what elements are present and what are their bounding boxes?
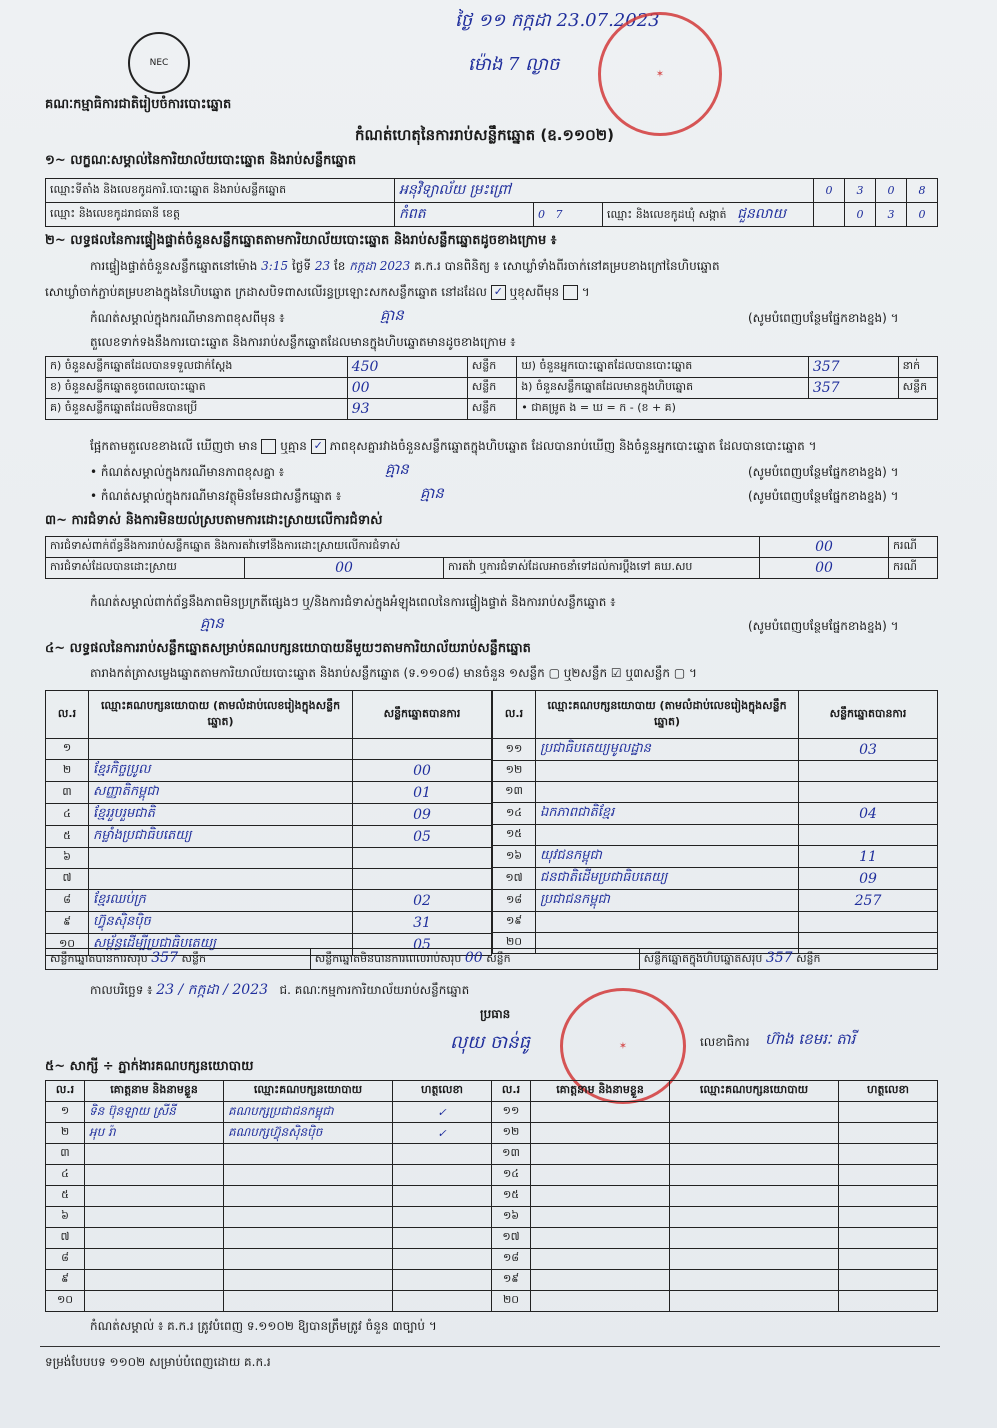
witness-no: ៨ <box>46 1249 85 1270</box>
result-row <box>493 912 938 933</box>
result-votes <box>353 869 492 890</box>
witness-name <box>531 1228 670 1249</box>
result-votes: 05 <box>353 934 492 956</box>
has-discrepancy-checkbox[interactable] <box>261 439 276 454</box>
witness-name <box>85 1270 224 1291</box>
witness-signature <box>393 1186 492 1207</box>
witness-no: ១៧ <box>492 1228 531 1249</box>
result-row <box>46 804 492 826</box>
section1-table <box>45 178 938 227</box>
witness-signature <box>393 1291 492 1312</box>
witness-no: ១០ <box>46 1291 85 1312</box>
result-row <box>46 760 492 782</box>
note-diff-hint: (សូមបំពេញបន្ថែមផ្នែកខាងខ្នង) ។ <box>748 311 899 325</box>
no-discrepancy-checkbox[interactable]: ✓ <box>311 439 326 454</box>
result-row <box>493 739 938 761</box>
result-no: ១៧ <box>493 868 536 890</box>
result-party: ប្រជាជនកម្ពុជា <box>536 890 799 912</box>
same-checkbox[interactable]: ✓ <box>491 285 506 300</box>
totals-table <box>45 948 938 970</box>
witness-row <box>46 1291 938 1312</box>
result-no: ៩ <box>46 912 89 934</box>
witness-name <box>531 1102 670 1123</box>
witness-party: គណបក្សប្រជាជនកម្ពុជា <box>224 1102 393 1123</box>
result-party <box>536 825 799 846</box>
result-no: ២០ <box>493 933 536 954</box>
witness-name <box>531 1207 670 1228</box>
witness-party <box>670 1123 839 1144</box>
commune-code-3: 0 <box>907 203 938 227</box>
result-votes <box>799 782 938 803</box>
witness-row <box>46 1144 938 1165</box>
witness-row <box>46 1123 938 1144</box>
witness-row <box>46 1249 938 1270</box>
witness-no: ៥ <box>46 1186 85 1207</box>
appeal-value: 00 <box>760 558 889 579</box>
result-votes: 02 <box>353 890 492 912</box>
witness-party: គណបក្សហ៊្វុនស៊ិនប៉ិច <box>224 1123 393 1144</box>
result-votes: 31 <box>353 912 492 934</box>
note-diff-label: កំណត់សម្គាល់ក្នុងករណីមានភាពខុសពីមុន ៖ <box>90 311 285 325</box>
witness-party <box>224 1291 393 1312</box>
witness-name: ទិន ប៊ុនឡាយ ស្រីនី <box>85 1102 224 1123</box>
witness-signature: ✓ <box>393 1102 492 1123</box>
witness-party <box>224 1228 393 1249</box>
witness-no: ១១ <box>492 1102 531 1123</box>
result-party <box>536 761 799 782</box>
witness-signature <box>393 1207 492 1228</box>
note-diff-value: គ្មាន <box>380 306 404 324</box>
note3-value: គ្មាន <box>420 484 444 502</box>
province-code: 0 7 <box>534 203 603 227</box>
figures-intro: តួលេខទាក់ទងនឹងការបោះឆ្នោត និងការរាប់សន្លឹកឆ្នោតដែលមានក្នុងហិបឆ្នោតមានដូចខាងក្រោម ៖ <box>90 335 516 349</box>
section3-note-value: គ្មាន <box>200 614 224 632</box>
witness-party <box>224 1249 393 1270</box>
date-line: កាលបរិច្ឆេទ ៖ 23 / កក្កដា / 2023 ជ. គណៈកម្មការការិយាល័យរាប់សន្លឹកឆ្នោត <box>90 982 470 998</box>
result-row <box>46 848 492 869</box>
result-row <box>493 782 938 803</box>
witness-name <box>531 1165 670 1186</box>
witness-name <box>531 1249 670 1270</box>
result-party: ជនជាតិដើមប្រជាធិបតេយ្យ <box>536 868 799 890</box>
witness-party <box>670 1144 839 1165</box>
chair-label: ប្រធាន <box>480 1007 511 1021</box>
results-table-right: ល.រ ឈ្មោះគណបក្សនយោបាយ (តាមលំដាប់លេខរៀងក្នុងសន្លឹកឆ្នោត) សន្លឹកឆ្នោតបានការ ១១ ប្រជាធិបតេយ្យមូលដ្ឋាន 03 ១២ ១៣ ១៤ ឯកភាពជាតិខ្មែរ 04 ១៥ ១៦ យុវជនកម្ពុជា 11 ១៧ ជនជាតិដើមប្រជាធិបតេយ្យ 09 ១៨ ប្រជាជនកម្ពុជា 257 ១៩ ២០ <box>492 690 938 954</box>
witness-no: ២ <box>46 1123 85 1144</box>
witness-name <box>531 1270 670 1291</box>
result-no: ៧ <box>46 869 89 890</box>
commune-code-1: 0 <box>845 203 876 227</box>
section5-title: ៥~ សាក្សី ÷ ភ្នាក់ងារគណបក្សនយោបាយ <box>45 1059 254 1074</box>
province-label: ឈ្មោះ និងលេខកូដរាជធានី ខេត្ត <box>46 203 395 227</box>
result-party: ខ្មែរកិច្ចប្រូល <box>89 760 353 782</box>
witness-no: ១៥ <box>492 1186 531 1207</box>
result-no: ៤ <box>46 804 89 826</box>
witness-signature <box>839 1207 938 1228</box>
section4-title: ៤~ លទ្ធផលនៃការរាប់សន្លឹកឆ្នោតសម្រាប់គណបក្សនយោបាយនីមួយៗតាមការិយាល័យរាប់សន្លឹកឆ្នោត <box>45 641 531 656</box>
witness-party <box>670 1291 839 1312</box>
location-code-1: 0 <box>814 179 845 203</box>
result-votes: 257 <box>799 890 938 912</box>
section4-intro: តារាងកត់ត្រាសម្លេងឆ្នោតតាមការិយាល័យបោះឆ្នោត និងរាប់សន្លឹកឆ្នោត (ទ.១១០៨) មានចំនួន ១សន្លឹក ▢ ឬ២សន្លឹក ☑ ឬ៣សន្លឹក ▢ ។ <box>90 666 697 680</box>
unused-value: 93 <box>347 399 467 420</box>
result-party <box>89 848 353 869</box>
witness-row <box>46 1165 938 1186</box>
result-row <box>493 825 938 846</box>
resolved-value: 00 <box>245 558 444 579</box>
witness-no: ១៤ <box>492 1165 531 1186</box>
witness-party <box>670 1186 839 1207</box>
location-code-2: 3 <box>845 179 876 203</box>
result-no: ៦ <box>46 848 89 869</box>
chair-signature: លុយ ចាន់ធូ <box>450 1032 530 1053</box>
witness-party <box>670 1165 839 1186</box>
result-no: ១០ <box>46 934 89 956</box>
witness-no: ៩ <box>46 1270 85 1291</box>
secretary-name: ហ៊ាង ខេមរៈ តារី <box>765 1030 856 1048</box>
result-party: ប្រជាធិបតេយ្យមូលដ្ឋាន <box>536 739 799 761</box>
witness-signature <box>839 1102 938 1123</box>
result-row <box>46 890 492 912</box>
section3-note-label: កំណត់សម្គាល់ពាក់ព័ន្ធនឹងភាពមិនប្រក្រតីផ្សេងៗ ឬ/និងការជំទាស់ក្នុងអំឡុងពេលនៃការផ្ទៀងផ្ទាត់ និងការរាប់សន្លឹកឆ្នោត ៖ <box>90 595 616 609</box>
witness-no: ១៩ <box>492 1270 531 1291</box>
witness-name <box>531 1123 670 1144</box>
result-no: ១១ <box>493 739 536 761</box>
result-no: ១ <box>46 739 89 760</box>
result-votes <box>799 761 938 782</box>
figures-table: ក) ចំនួនសន្លឹកឆ្នោតដែលបានទទួលជាក់ស្តែង 450 សន្លឹក ឃ) ចំនួនអ្នកបោះឆ្នោតដែលបានបោះឆ្នោត 357 នាក់ ខ) ចំនួនសន្លឹកឆ្នោតខូចពេលបោះឆ្នោត 00 សន្លឹក ង) ចំនួនសន្លឹកឆ្នោតដែលមានក្នុងហិបឆ្នោត 357 សន្លឹក គ) ចំនួនសន្លឹកឆ្នោតដែលមិនបានប្រើ 93 សន្លឹក • ជាគម្រូត ង = ឃ = ក - (ខ + គ) <box>45 356 938 420</box>
witness-signature <box>393 1228 492 1249</box>
in-box-value: 357 <box>808 378 898 399</box>
witness-no: ១ <box>46 1102 85 1123</box>
result-party: សញ្ញាតិកម្ពុជា <box>89 782 353 804</box>
formula: • ជាគម្រូត ង = ឃ = ក - (ខ + គ) <box>517 399 938 420</box>
witness-signature <box>839 1144 938 1165</box>
witness-party <box>224 1270 393 1291</box>
result-row <box>46 782 492 804</box>
result-row <box>493 846 938 868</box>
witness-row <box>46 1102 938 1123</box>
witness-signature <box>393 1249 492 1270</box>
witness-table: ល.រ គោត្តនាម និងនាមខ្លួន ឈ្មោះគណបក្សនយោបាយ ហត្ថលេខា ល.រ គោត្តនាម និងនាមខ្លួន ឈ្មោះគណបក្សនយោបាយ ហត្ថលេខា ១ ទិន ប៊ុនឡាយ ស្រីនី គណបក្សប្រជាជនកម្ពុជា ✓ ១១ ២ អុប រ៉ា គណបក្សហ៊្វុនស៊ិនប៉ិច ✓ ១២ ៣ ១៣ ៤ ១៤ ៥ ១៥ ៦ ១៦ ៧ ១៧ ៨ ១៨ ៩ ១៩ ១០ ២០ <box>45 1080 938 1312</box>
witness-no: ១៨ <box>492 1249 531 1270</box>
result-no: ២ <box>46 760 89 782</box>
nec-logo: NEC <box>128 32 190 94</box>
witness-no: ១៦ <box>492 1207 531 1228</box>
objections-value: 00 <box>760 537 889 558</box>
received-value: 450 <box>347 357 467 378</box>
witness-no: ១៣ <box>492 1144 531 1165</box>
result-no: ១៦ <box>493 846 536 868</box>
voters-value: 357 <box>808 357 898 378</box>
result-votes <box>353 848 492 869</box>
note3-label: • កំណត់សម្គាល់ក្នុងករណីមានវត្ថុមិនមែនជាសន្លឹកឆ្នោត ៖ <box>90 489 342 503</box>
witness-party <box>670 1207 839 1228</box>
total-valid: សន្លឹកឆ្នោតបានការសរុប 357 សន្លឹក <box>46 949 311 970</box>
witness-party <box>224 1144 393 1165</box>
verify-line-2: សោឃ្លាំចាក់ភ្ជាប់គម្របខាងក្នុងនៃហិបឆ្នោត ក្រដាសបិទពាសលើរន្ធប្រឡោះសកសន្លឹកឆ្នោត នៅដដែល ✓ ឬខុសពីមុន ។ <box>45 285 590 299</box>
result-party: យុវជនកម្ពុជា <box>536 846 799 868</box>
result-votes: 11 <box>799 846 938 868</box>
witness-row <box>46 1207 938 1228</box>
result-votes <box>799 825 938 846</box>
witness-party <box>224 1207 393 1228</box>
result-row <box>46 739 492 760</box>
location-label: ឈ្មោះទីតាំង និងលេខកូដការិ.បោះឆ្នោត និងរាប់សន្លឹកឆ្នោត <box>46 179 395 203</box>
witness-name <box>85 1186 224 1207</box>
result-party: សម្ព័ន្ធដើម្បីប្រជាធិបតេយ្យ <box>89 934 353 956</box>
witness-party <box>670 1102 839 1123</box>
result-no: ១៥ <box>493 825 536 846</box>
result-row <box>493 868 938 890</box>
result-no: ១២ <box>493 761 536 782</box>
result-votes <box>799 912 938 933</box>
different-checkbox[interactable] <box>563 285 578 300</box>
result-votes: 01 <box>353 782 492 804</box>
result-party: កម្លាំងប្រជាធិបតេយ្យ <box>89 826 353 848</box>
witness-name <box>85 1291 224 1312</box>
top-handwriting-time: ម៉ោង 7 ល្ងាច <box>468 54 560 75</box>
witness-name <box>531 1291 670 1312</box>
witness-name <box>85 1228 224 1249</box>
official-stamp-bottom: ✶ <box>560 988 686 1104</box>
result-party: ឯកភាពជាតិខ្មែរ <box>536 803 799 825</box>
divider <box>40 1346 940 1347</box>
result-no: ១៨ <box>493 890 536 912</box>
witness-signature <box>839 1249 938 1270</box>
result-party: ខ្មែររួបរួមជាតិ <box>89 804 353 826</box>
spoiled-value: 00 <box>347 378 467 399</box>
witness-no: ៣ <box>46 1144 85 1165</box>
location-code-3: 0 <box>876 179 907 203</box>
result-no: ១៤ <box>493 803 536 825</box>
witness-row <box>46 1228 938 1249</box>
result-row <box>46 826 492 848</box>
witness-signature <box>839 1291 938 1312</box>
commune-label: ឈ្មោះ និងលេខកូដឃុំ សង្កាត់ ជួនលាយ <box>603 203 814 227</box>
witness-party <box>670 1228 839 1249</box>
witness-row <box>46 1186 938 1207</box>
witness-name <box>531 1186 670 1207</box>
witness-signature <box>839 1270 938 1291</box>
witness-signature <box>839 1186 938 1207</box>
witness-no: ២០ <box>492 1291 531 1312</box>
note2-hint: (សូមបំពេញបន្ថែមផ្នែកខាងខ្នង) ។ <box>748 465 899 479</box>
org-name: គណៈកម្មាធិការជាតិរៀបចំការបោះឆ្នោត <box>45 97 232 112</box>
total-invalid: សន្លឹកឆ្នោតមិនបានការពេលរាប់សរុប 00 សន្លឹក <box>310 949 639 970</box>
note2-value: គ្មាន <box>385 460 409 478</box>
witness-name <box>85 1165 224 1186</box>
result-no: ៣ <box>46 782 89 804</box>
result-party <box>536 912 799 933</box>
result-no: ៨ <box>46 890 89 912</box>
location-code-4: 8 <box>907 179 938 203</box>
form-reference: ទម្រង់បែបបទ ១១០២ សម្រាប់បំពេញដោយ គ.ក.រ <box>45 1355 271 1369</box>
location-value: អនុវិទ្យាល័យ ម្រះព្រៅ <box>395 179 814 203</box>
result-votes: 00 <box>353 760 492 782</box>
result-party <box>89 869 353 890</box>
top-handwriting-date: ថ្ងៃ ១១ កក្កដា 23.07.2023 <box>455 10 660 31</box>
witness-signature <box>839 1228 938 1249</box>
witness-party <box>224 1186 393 1207</box>
form-title: កំណត់ហេតុនៃការរាប់សន្លឹកឆ្នោត (ឧ.១១០២) <box>355 126 615 144</box>
witness-name <box>85 1249 224 1270</box>
section3-table: ការជំទាស់ពាក់ព័ន្ធនឹងការរាប់សន្លឹកឆ្នោត និងការតវ៉ាទៅនឹងការដោះស្រាយលើការជំទាស់ 00 ករណី ការជំទាស់ដែលបានដោះស្រាយ 00 ការតវ៉ា ឬការជំទាស់ដែលអាចនាំទៅដល់ការប្តឹងទៅ គឃ.សប 00 ករណី <box>45 536 938 579</box>
result-votes: 05 <box>353 826 492 848</box>
witness-no: ១២ <box>492 1123 531 1144</box>
witness-party <box>670 1270 839 1291</box>
witness-party <box>224 1165 393 1186</box>
result-no: ១៣ <box>493 782 536 803</box>
witness-signature: ✓ <box>393 1123 492 1144</box>
result-votes: 09 <box>799 868 938 890</box>
result-row <box>493 761 938 782</box>
witness-name <box>85 1207 224 1228</box>
result-row <box>46 912 492 934</box>
witness-signature <box>839 1123 938 1144</box>
section1-title: ១~ លក្ខណៈសម្គាល់នៃការិយាល័យបោះឆ្នោត និងរាប់សន្លឹកឆ្នោត <box>45 153 357 168</box>
verify-line-1: ការផ្ទៀងផ្ទាត់ចំនួនសន្លឹកឆ្នោតនៅម៉ោង 3:15 ថ្ងៃទី 23 ខែ កក្កដា 2023 គ.ក.រ បានពិនិត្យ ៖ សោឃ្លាំទាំងពីរចាក់នៅគម្របខាងក្រៅនៃហិបឆ្នោត <box>90 259 720 273</box>
witness-name <box>531 1144 670 1165</box>
result-votes: 04 <box>799 803 938 825</box>
witness-signature <box>393 1144 492 1165</box>
witness-no: ៦ <box>46 1207 85 1228</box>
result-no: ១៩ <box>493 912 536 933</box>
result-votes <box>353 739 492 760</box>
secretary-label: លេខាធិការ <box>700 1035 750 1049</box>
result-row <box>493 890 938 912</box>
result-row <box>493 803 938 825</box>
witness-name: អុប រ៉ា <box>85 1123 224 1144</box>
witness-party <box>670 1249 839 1270</box>
section3-title: ៣~ ការជំទាស់ និងការមិនយល់ស្របតាមការដោះស្រាយលើការជំទាស់ <box>45 513 383 528</box>
discrepancy-line: ផ្អែកតាមតួលេខខាងលើ ឃើញថា មាន ឬគ្មាន ✓ ភាពខុសគ្នារវាងចំនួនសន្លឹកឆ្នោតក្នុងហិបឆ្នោត ដែលបានរាប់ឃើញ និងចំនួនអ្នកបោះឆ្នោត ដែលបានបោះឆ្នោត ។ <box>90 439 817 453</box>
witness-no: ៤ <box>46 1165 85 1186</box>
result-no: ៥ <box>46 826 89 848</box>
witness-signature <box>393 1270 492 1291</box>
commune-code-2: 3 <box>876 203 907 227</box>
result-row <box>46 869 492 890</box>
witness-no: ៧ <box>46 1228 85 1249</box>
result-party: ខ្មែរឈប់ក្រ <box>89 890 353 912</box>
result-votes: 03 <box>799 739 938 761</box>
result-votes: 09 <box>353 804 492 826</box>
witness-row <box>46 1270 938 1291</box>
witness-name <box>85 1144 224 1165</box>
section2-title: ២~ លទ្ធផលនៃការផ្ទៀងផ្ទាត់ចំនួនសន្លឹកឆ្នោតតាមការិយាល័យបោះឆ្នោត និងរាប់សន្លឹកឆ្នោតដូចខាងក្រោម ៖ <box>45 233 557 248</box>
official-stamp-top: ✶ <box>598 12 722 136</box>
footnote: កំណត់សម្គាល់ ៖ គ.ក.រ ត្រូវបំពេញ ទ.១១០២ ឱ្យបានត្រឹមត្រូវ ចំនួន ៣ច្បាប់ ។ <box>90 1319 437 1333</box>
note2-label: • កំណត់សម្គាល់ក្នុងករណីមានភាពខុសគ្នា ៖ <box>90 465 285 479</box>
province-value: កំពត <box>395 203 534 227</box>
section3-note-hint: (សូមបំពេញបន្ថែមផ្នែកខាងខ្នង) ។ <box>748 619 899 633</box>
witness-signature <box>839 1165 938 1186</box>
result-party: ហ៊្វុនស៊ិនប៉ិច <box>89 912 353 934</box>
result-party <box>89 739 353 760</box>
witness-signature <box>393 1165 492 1186</box>
note3-hint: (សូមបំពេញបន្ថែមផ្នែកខាងខ្នង) ។ <box>748 489 899 503</box>
result-party <box>536 782 799 803</box>
total-in-box: សន្លឹកឆ្នោតក្នុងហិបឆ្នោតសរុប 357 សន្លឹក <box>639 949 937 970</box>
results-table-left: ល.រ ឈ្មោះគណបក្សនយោបាយ (តាមលំដាប់លេខរៀងក្នុងសន្លឹកឆ្នោត) សន្លឹកឆ្នោតបានការ ១ ២ ខ្មែរកិច្ចប្រូល 00 ៣ សញ្ញាតិកម្ពុជា 01 ៤ ខ្មែររួបរួមជាតិ 09 ៥ កម្លាំងប្រជាធិបតេយ្យ 05 ៦ ៧ ៨ ខ្មែរឈប់ក្រ 02 ៩ ហ៊្វុនស៊ិនប៉ិច 31 ១០ សម្ព័ន្ធដើម្បីប្រជាធិបតេយ្យ 05 <box>45 690 492 956</box>
